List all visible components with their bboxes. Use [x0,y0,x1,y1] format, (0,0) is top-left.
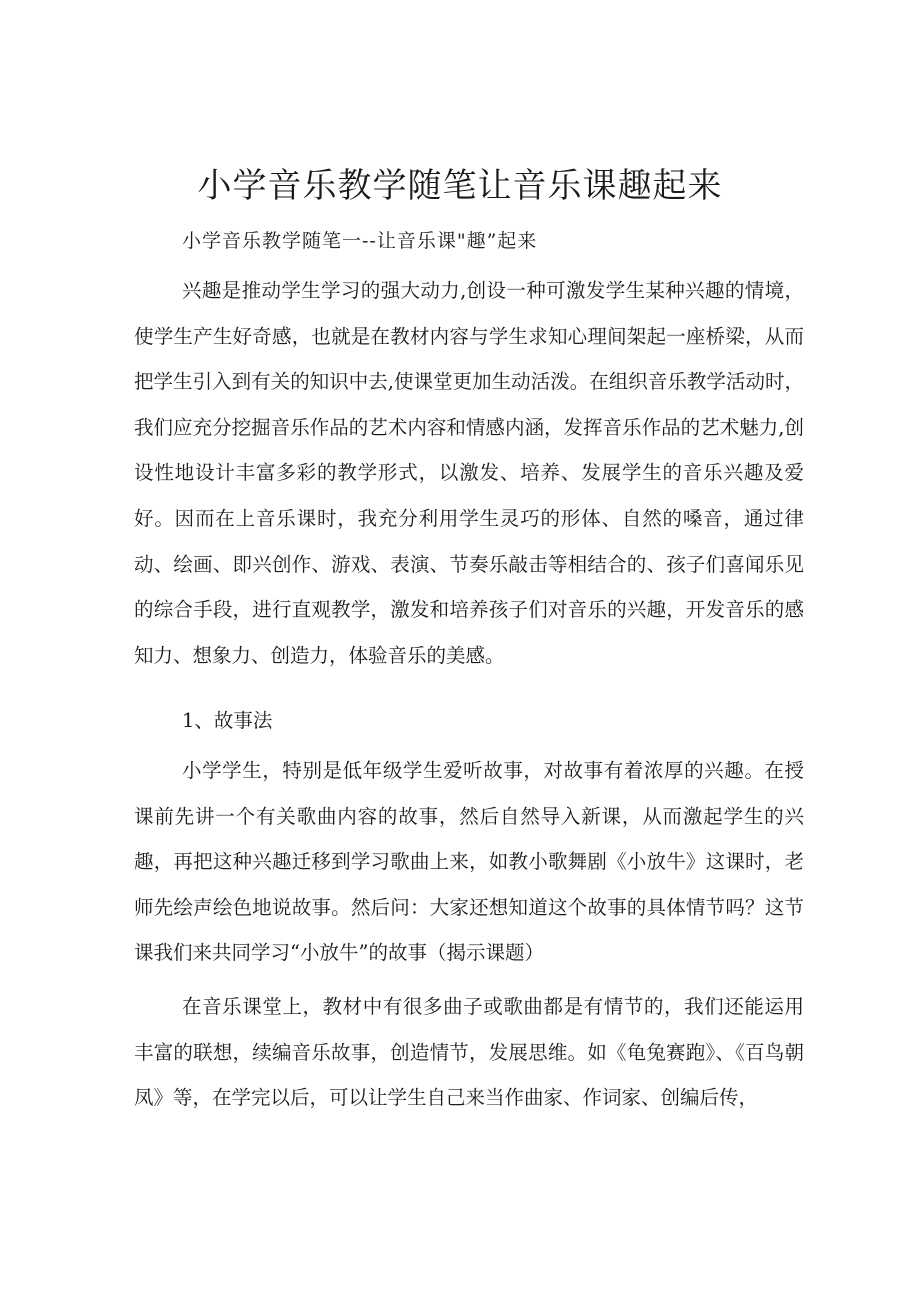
page-title: 小学音乐教学随笔让音乐课趣起来 [197,166,723,206]
paragraph-story-method: 小学学生，特别是低年级学生爱听故事，对故事有着浓厚的兴趣。在授课前先讲一个有关歌曲内容的故事，然后自然导入新课，从而激起学生的兴趣，再把这种兴趣迁移到学习歌曲上来，如教小歌舞剧《小放牛》这课时，老师先绘声绘色地说故事。然后问：大家还想知道这个故事的具体情节吗？这节课我们来共同学习“小放牛”的故事（揭示课题） [134,759,804,965]
paragraph-intro: 兴趣是推动学生学习的强大动力,创设一种可激发学生某种兴趣的情境，使学生产生好奇感，也就是在教材内容与学生求知心理间架起一座桥梁，从而把学生引入到有关的知识中去,使课堂更加生动活泼。在组织音乐教学活动时，我们应充分挖掘音乐作品的艺术内容和情感内涵，发挥音乐作品的艺术魅力,创设性地设计丰富多彩的教学形式，以激发、培养、发展学生的音乐兴趣及爱好。因而在上音乐课时，我充分利用学生灵巧的形体、自然的嗓音，通过律动、绘画、即兴创作、游戏、表演、节奏乐敲击等相结合的、孩子们喜闻乐见的综合手段，进行直观教学，激发和培养孩子们对音乐的兴趣，开发音乐的感知力、想象力、创造力，体验音乐的美感。 [134,279,804,667]
paragraph-story-continuation: 在音乐课堂上，教材中有很多曲子或歌曲都是有情节的，我们还能运用丰富的联想，续编音乐故事，创造情节，发展思维。如《龟兔赛跑》、《百鸟朝凤》等，在学完以后，可以让学生自己来当作曲家、作词家、创编后传， [134,995,804,1110]
subtitle: 小学音乐教学随笔一--让音乐课"趣”起来 [182,230,538,252]
section-heading-story-method: 1、故事法 [182,709,273,732]
